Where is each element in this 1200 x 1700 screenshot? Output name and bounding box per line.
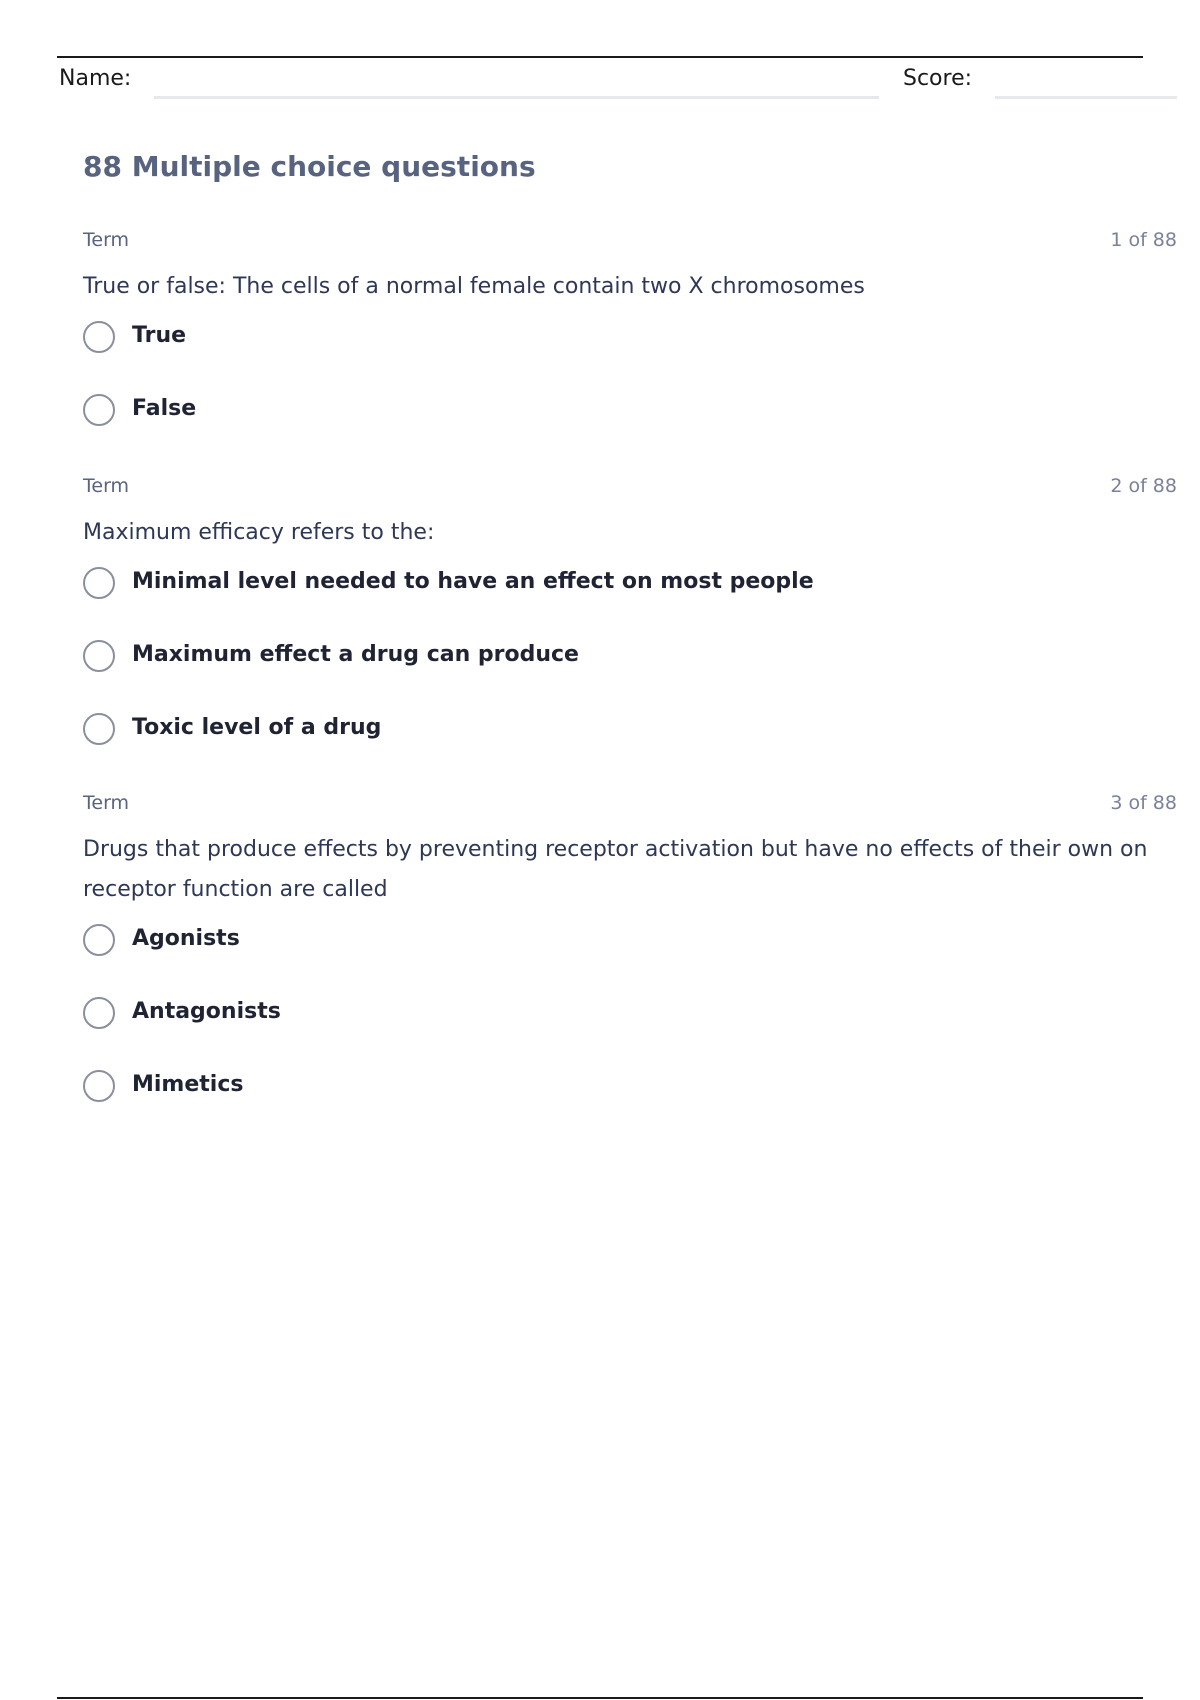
question-text: True or false: The cells of a normal female contain two X chromosomes xyxy=(83,274,865,299)
radio-button[interactable] xyxy=(83,713,115,745)
answer-label: Minimal level needed to have an effect on most people xyxy=(132,569,814,594)
answer-options xyxy=(83,567,1177,786)
quiz-title: 88 Multiple choice questions xyxy=(83,150,536,183)
score-label: Score: xyxy=(903,66,973,91)
answer-option[interactable] xyxy=(83,394,1177,467)
worksheet-header xyxy=(59,60,1177,100)
answer-option[interactable] xyxy=(83,997,1177,1070)
answer-label: Toxic level of a drug xyxy=(132,715,382,740)
question-counter: 2 of 88 xyxy=(1110,475,1177,497)
score-field[interactable] xyxy=(995,96,1177,99)
answer-option[interactable] xyxy=(83,321,1177,394)
radio-button[interactable] xyxy=(83,640,115,672)
answer-label: Antagonists xyxy=(132,999,281,1024)
question-text: Drugs that produce effects by preventing receptor activation but have no effects of their own on receptor function are called xyxy=(83,837,1148,902)
bottom-rule xyxy=(57,1697,1143,1699)
top-rule xyxy=(57,56,1143,58)
question-card xyxy=(83,229,1177,467)
question-card xyxy=(83,792,1177,1143)
answer-options xyxy=(83,924,1177,1143)
answer-label: False xyxy=(132,396,197,421)
answer-label: Agonists xyxy=(132,926,240,951)
radio-button[interactable] xyxy=(83,997,115,1029)
question-meta xyxy=(83,229,1177,255)
radio-button[interactable] xyxy=(83,567,115,599)
radio-button[interactable] xyxy=(83,924,115,956)
answer-label: True xyxy=(132,323,187,348)
answer-option[interactable] xyxy=(83,1070,1177,1143)
question-counter: 1 of 88 xyxy=(1110,229,1177,251)
question-meta xyxy=(83,475,1177,501)
term-label: Term xyxy=(83,475,130,497)
answer-option[interactable] xyxy=(83,567,1177,640)
name-label: Name: xyxy=(59,66,132,91)
term-label: Term xyxy=(83,792,130,814)
answer-label: Mimetics xyxy=(132,1072,244,1097)
answer-label: Maximum effect a drug can produce xyxy=(132,642,579,667)
radio-button[interactable] xyxy=(83,1070,115,1102)
radio-button[interactable] xyxy=(83,321,115,353)
question-card xyxy=(83,475,1177,786)
answer-option[interactable] xyxy=(83,713,1177,786)
name-field[interactable] xyxy=(154,96,879,99)
answer-option[interactable] xyxy=(83,924,1177,997)
radio-button[interactable] xyxy=(83,394,115,426)
question-text: Maximum efficacy refers to the: xyxy=(83,520,435,545)
term-label: Term xyxy=(83,229,130,251)
answer-option[interactable] xyxy=(83,640,1177,713)
question-counter: 3 of 88 xyxy=(1110,792,1177,814)
answer-options xyxy=(83,321,1177,467)
question-meta xyxy=(83,792,1177,818)
